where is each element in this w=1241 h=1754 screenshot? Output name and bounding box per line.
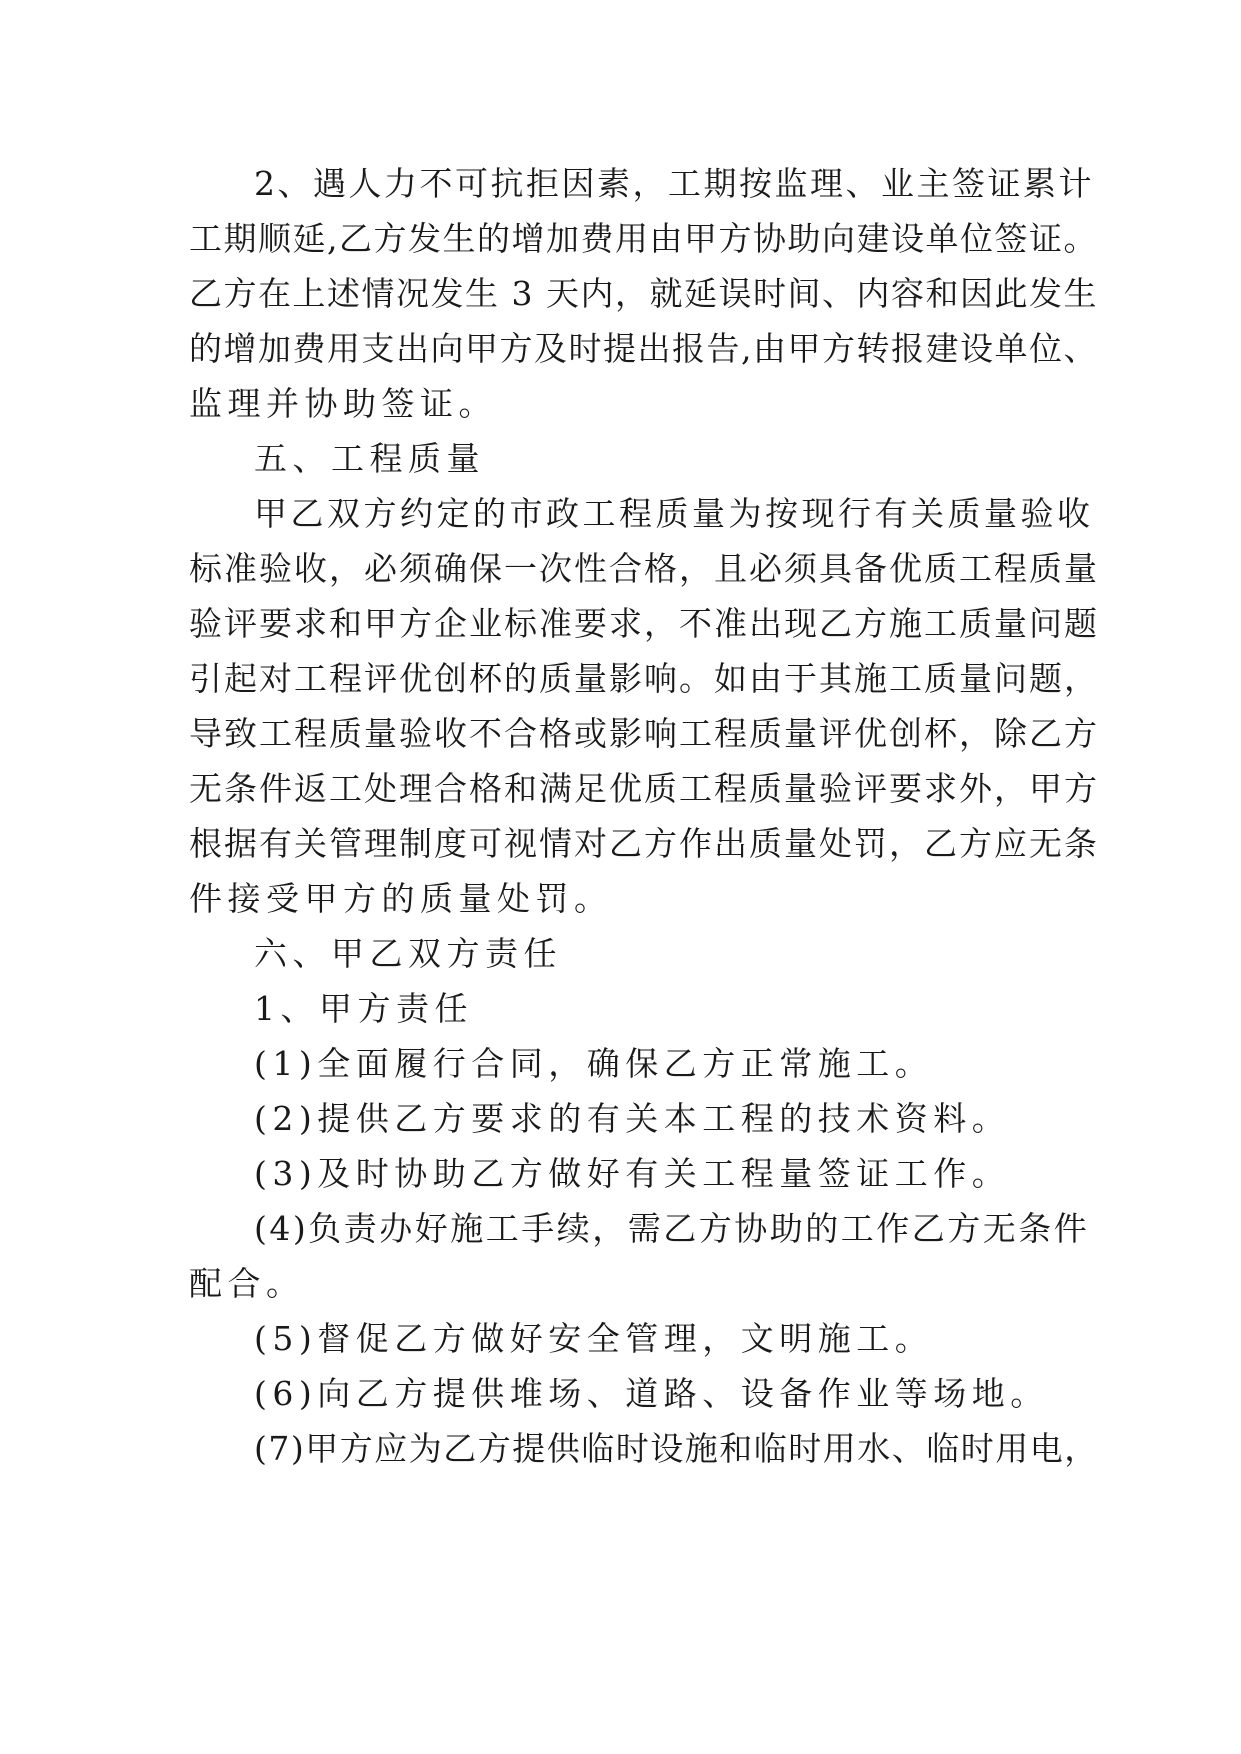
paragraph-line: 标准验收，必须确保一次性合格，且必须具备优质工程质量 bbox=[189, 549, 1099, 588]
paragraph-line: 件接受甲方的质量处罚。 bbox=[189, 879, 613, 918]
paragraph-line: 无条件返工处理合格和满足优质工程质量验评要求外，甲方 bbox=[189, 769, 1099, 808]
paragraph-line: 工期顺延,乙方发生的增加费用由甲方协助向建设单位签证。 bbox=[189, 219, 1098, 258]
paragraph-line: 的增加费用支出向甲方及时提出报告,由甲方转报建设单位、 bbox=[189, 329, 1098, 368]
section-heading: 六、甲乙双方责任 bbox=[254, 934, 562, 973]
paragraph-line: 2、遇人力不可抗拒因素，工期按监理、业主签证累计 bbox=[254, 164, 1094, 203]
list-item: (2)提供乙方要求的有关本工程的技术资料。 bbox=[254, 1099, 1011, 1138]
section-heading: 五、工程质量 bbox=[254, 439, 485, 478]
paragraph-line: 根据有关管理制度可视情对乙方作出质量处罚，乙方应无条 bbox=[189, 824, 1099, 863]
paragraph-line: 乙方在上述情况发生 3 天内，就延误时间、内容和因此发生 bbox=[189, 274, 1098, 313]
list-item: (7)甲方应为乙方提供临时设施和临时用水、临时用电， bbox=[254, 1429, 1099, 1468]
paragraph-line: 引起对工程评优创杯的质量影响。如由于其施工质量问题， bbox=[189, 659, 1099, 698]
paragraph-line: 验评要求和甲方企业标准要求，不准出现乙方施工质量问题 bbox=[189, 604, 1099, 643]
list-item: (4)负责办好施工手续，需乙方协助的工作乙方无条件 bbox=[254, 1209, 1090, 1248]
list-item: (5)督促乙方做好安全管理，文明施工。 bbox=[254, 1319, 934, 1358]
paragraph-line: 甲乙双方约定的市政工程质量为按现行有关质量验收 bbox=[254, 494, 1094, 533]
list-item-continuation: 配合。 bbox=[189, 1264, 305, 1303]
list-item: (1)全面履行合同，确保乙方正常施工。 bbox=[254, 1044, 934, 1083]
subsection-heading: 1、甲方责任 bbox=[254, 989, 473, 1028]
list-item: (3)及时协助乙方做好有关工程量签证工作。 bbox=[254, 1154, 1011, 1193]
list-item: (6)向乙方提供堆场、道路、设备作业等场地。 bbox=[254, 1374, 1049, 1413]
paragraph-line: 导致工程质量验收不合格或影响工程质量评优创杯，除乙方 bbox=[189, 714, 1099, 753]
paragraph-line: 监理并协助签证。 bbox=[189, 384, 497, 423]
